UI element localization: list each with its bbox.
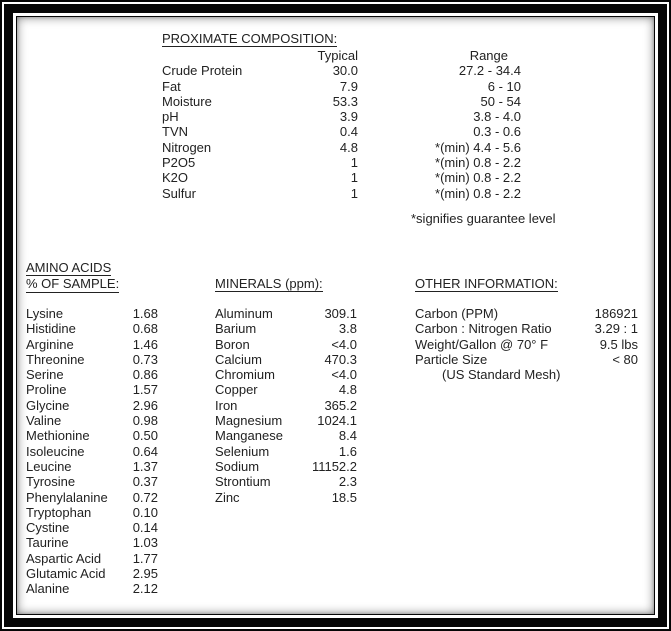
mineral-value: 1.6 bbox=[338, 443, 357, 459]
proximate-param-name: TVN bbox=[162, 124, 188, 140]
mineral-name: Sodium bbox=[215, 458, 260, 474]
proximate-row bbox=[162, 155, 521, 170]
amino-acid-name: Cystine bbox=[26, 520, 70, 536]
proximate-row bbox=[162, 94, 521, 109]
mineral-name: Chromium bbox=[215, 367, 275, 383]
proximate-row bbox=[162, 109, 521, 124]
other-info-name: Particle Size bbox=[415, 351, 488, 367]
mineral-value: 2.3 bbox=[338, 474, 357, 490]
amino-acid-name: Histidine bbox=[26, 321, 76, 337]
mineral-name: Selenium bbox=[215, 443, 270, 459]
other-info-value: < 80 bbox=[612, 351, 638, 367]
proximate-col-typical: Typical bbox=[317, 48, 358, 63]
other-info-section-title bbox=[415, 276, 558, 292]
other-info-row bbox=[415, 352, 638, 367]
other-info-name: Carbon : Nitrogen Ratio bbox=[415, 321, 552, 337]
amino-acid-row bbox=[26, 505, 158, 520]
amino-acid-name: Arginine bbox=[26, 336, 74, 352]
other-info-title-text: OTHER INFORMATION: bbox=[415, 276, 558, 291]
amino-acid-value: 0.14 bbox=[132, 520, 158, 536]
other-info-mesh-note bbox=[415, 367, 638, 382]
amino-acid-name: Valine bbox=[26, 413, 62, 429]
mineral-name: Barium bbox=[215, 321, 257, 337]
amino-acid-row bbox=[26, 337, 158, 352]
proximate-table bbox=[162, 48, 521, 201]
amino-acid-row bbox=[26, 474, 158, 489]
mineral-value: 470.3 bbox=[324, 351, 357, 367]
proximate-param-name: Sulfur bbox=[162, 185, 196, 201]
amino-acid-name: Glutamic Acid bbox=[26, 566, 106, 582]
proximate-row bbox=[162, 186, 521, 201]
amino-acid-row bbox=[26, 520, 158, 535]
amino-acid-row bbox=[26, 321, 158, 336]
proximate-title-text: PROXIMATE COMPOSITION: bbox=[162, 31, 338, 46]
mineral-row bbox=[215, 490, 357, 505]
proximate-param-name: Nitrogen bbox=[162, 139, 212, 155]
amino-acid-value: 0.50 bbox=[132, 428, 158, 444]
amino-acid-row bbox=[26, 367, 158, 382]
mineral-value: 365.2 bbox=[324, 397, 357, 413]
amino-acid-row bbox=[26, 382, 158, 397]
mineral-value: 8.4 bbox=[338, 428, 357, 444]
amino-acid-value: 0.68 bbox=[132, 321, 158, 337]
amino-acid-value: 2.12 bbox=[132, 581, 158, 597]
amino-acid-name: Alanine bbox=[26, 581, 70, 597]
amino-acid-row bbox=[26, 428, 158, 443]
minerals-table bbox=[215, 306, 357, 505]
proximate-param-name: K2O bbox=[162, 170, 189, 186]
amino-acid-value: 1.57 bbox=[132, 382, 158, 398]
proximate-param-name: Fat bbox=[162, 78, 181, 94]
proximate-row bbox=[162, 79, 521, 94]
mineral-value: <4.0 bbox=[331, 336, 357, 352]
amino-acid-row bbox=[26, 444, 158, 459]
mineral-row bbox=[215, 306, 357, 321]
proximate-param-name: Moisture bbox=[162, 93, 212, 109]
mineral-row bbox=[215, 428, 357, 443]
amino-acid-value: 0.37 bbox=[132, 474, 158, 490]
mineral-name: Iron bbox=[215, 397, 238, 413]
mineral-name: Magnesium bbox=[215, 413, 283, 429]
amino-acid-row bbox=[26, 352, 158, 367]
amino-acids-title-line1: AMINO ACIDS bbox=[26, 260, 112, 275]
proximate-row bbox=[162, 63, 521, 78]
proximate-range-value: *(min) 0.8 - 2.2 bbox=[435, 185, 521, 201]
proximate-row bbox=[162, 140, 521, 155]
proximate-col-range: Range bbox=[469, 48, 508, 63]
other-info-name: Weight/Gallon @ 70° F bbox=[415, 336, 549, 352]
mineral-name: Calcium bbox=[215, 351, 262, 367]
mineral-row bbox=[215, 337, 357, 352]
other-info-value: 186921 bbox=[594, 306, 638, 321]
amino-acid-name: Isoleucine bbox=[26, 443, 85, 459]
proximate-range-value: *(min) 0.8 - 2.2 bbox=[435, 155, 521, 171]
mineral-row bbox=[215, 367, 357, 382]
mineral-row bbox=[215, 352, 357, 367]
amino-acids-title-line2: % OF SAMPLE: bbox=[26, 276, 120, 292]
amino-acid-value: 2.95 bbox=[132, 566, 158, 582]
mineral-row bbox=[215, 459, 357, 474]
mineral-row bbox=[215, 321, 357, 336]
amino-acid-value: 1.03 bbox=[132, 535, 158, 551]
amino-acid-name: Lysine bbox=[26, 306, 64, 321]
mineral-name: Strontium bbox=[215, 474, 271, 490]
other-info-row bbox=[415, 306, 638, 321]
amino-acids-section-title bbox=[26, 260, 119, 293]
other-info-value: 9.5 lbs bbox=[599, 336, 638, 352]
mineral-value: <4.0 bbox=[331, 367, 357, 383]
mineral-value: 18.5 bbox=[331, 489, 357, 505]
mineral-row bbox=[215, 444, 357, 459]
mineral-value: 1024.1 bbox=[317, 413, 357, 429]
mineral-row bbox=[215, 398, 357, 413]
amino-acid-value: 0.64 bbox=[132, 443, 158, 459]
mineral-value: 309.1 bbox=[324, 306, 357, 321]
proximate-param-name: P2O5 bbox=[162, 155, 196, 171]
amino-acid-name: Tyrosine bbox=[26, 474, 76, 490]
proximate-typical-value: 30.0 bbox=[332, 63, 358, 79]
amino-acid-value: 1.68 bbox=[132, 306, 158, 321]
proximate-typical-value: 3.9 bbox=[339, 109, 358, 125]
amino-acid-name: Taurine bbox=[26, 535, 69, 551]
mineral-name: Copper bbox=[215, 382, 258, 398]
amino-acid-name: Methionine bbox=[26, 428, 90, 444]
mineral-value: 11152.2 bbox=[311, 458, 357, 474]
proximate-row bbox=[162, 170, 521, 185]
amino-acid-name: Proline bbox=[26, 382, 67, 398]
amino-acid-name: Leucine bbox=[26, 458, 72, 474]
mineral-row bbox=[215, 382, 357, 397]
proximate-row bbox=[162, 124, 521, 139]
amino-acid-row bbox=[26, 306, 158, 321]
mineral-name: Zinc bbox=[215, 489, 240, 505]
proximate-range-value: 50 - 54 bbox=[480, 93, 521, 109]
other-info-table bbox=[415, 306, 638, 382]
mineral-name: Manganese bbox=[215, 428, 283, 444]
amino-acid-name: Aspartic Acid bbox=[26, 550, 102, 566]
proximate-range-value: *(min) 0.8 - 2.2 bbox=[435, 170, 521, 186]
amino-acid-value: 0.10 bbox=[132, 504, 158, 520]
amino-acid-value: 1.77 bbox=[132, 550, 158, 566]
mineral-row bbox=[215, 474, 357, 489]
amino-acids-table bbox=[26, 306, 158, 597]
amino-acid-name: Threonine bbox=[26, 351, 85, 367]
mineral-name: Aluminum bbox=[215, 306, 273, 321]
mineral-value: 4.8 bbox=[338, 382, 357, 398]
amino-acid-value: 0.98 bbox=[132, 413, 158, 429]
other-info-name: Carbon (PPM) bbox=[415, 306, 499, 321]
minerals-title-text: MINERALS (ppm): bbox=[215, 276, 323, 291]
proximate-range-value: *(min) 4.4 - 5.6 bbox=[435, 139, 521, 155]
amino-acid-value: 2.96 bbox=[132, 397, 158, 413]
amino-acid-value: 1.37 bbox=[132, 458, 158, 474]
amino-acid-row bbox=[26, 566, 158, 581]
proximate-typical-value: 0.4 bbox=[339, 124, 358, 140]
proximate-section-title bbox=[162, 31, 337, 47]
proximate-typical-value: 53.3 bbox=[332, 93, 358, 109]
amino-acid-value: 1.46 bbox=[132, 336, 158, 352]
mineral-name: Boron bbox=[215, 336, 250, 352]
proximate-typical-value: 1 bbox=[350, 185, 358, 201]
proximate-typical-value: 4.8 bbox=[339, 139, 358, 155]
proximate-range-value: 6 - 10 bbox=[487, 78, 521, 94]
amino-acid-row bbox=[26, 535, 158, 550]
proximate-header-row bbox=[162, 48, 521, 63]
mineral-row bbox=[215, 413, 357, 428]
proximate-typical-value: 1 bbox=[350, 170, 358, 186]
amino-acid-name: Serine bbox=[26, 367, 64, 383]
amino-acid-value: 0.73 bbox=[132, 351, 158, 367]
amino-acid-row bbox=[26, 398, 158, 413]
mesh-note-text: (US Standard Mesh) bbox=[442, 367, 561, 383]
amino-acid-row bbox=[26, 490, 158, 505]
amino-acid-row bbox=[26, 413, 158, 428]
amino-acid-name: Phenylalanine bbox=[26, 489, 108, 505]
proximate-range-value: 0.3 - 0.6 bbox=[473, 124, 521, 140]
amino-acid-name: Glycine bbox=[26, 397, 70, 413]
amino-acid-value: 0.72 bbox=[132, 489, 158, 505]
amino-acid-row bbox=[26, 581, 158, 596]
proximate-param-name: Crude Protein bbox=[162, 63, 243, 79]
guarantee-footnote: *signifies guarantee level bbox=[411, 211, 556, 226]
other-info-row bbox=[415, 321, 638, 336]
proximate-typical-value: 1 bbox=[350, 155, 358, 171]
amino-acid-row bbox=[26, 459, 158, 474]
mineral-value: 3.8 bbox=[338, 321, 357, 337]
amino-acid-value: 0.86 bbox=[132, 367, 158, 383]
other-info-value: 3.29 : 1 bbox=[594, 321, 638, 337]
proximate-param-name: pH bbox=[162, 109, 179, 125]
other-info-row bbox=[415, 337, 638, 352]
amino-acid-row bbox=[26, 551, 158, 566]
proximate-range-value: 3.8 - 4.0 bbox=[473, 109, 521, 125]
minerals-section-title bbox=[215, 276, 323, 292]
proximate-header-spacer bbox=[162, 48, 310, 63]
amino-acid-name: Tryptophan bbox=[26, 504, 92, 520]
proximate-range-value: 27.2 - 34.4 bbox=[458, 63, 521, 79]
proximate-typical-value: 7.9 bbox=[339, 78, 358, 94]
